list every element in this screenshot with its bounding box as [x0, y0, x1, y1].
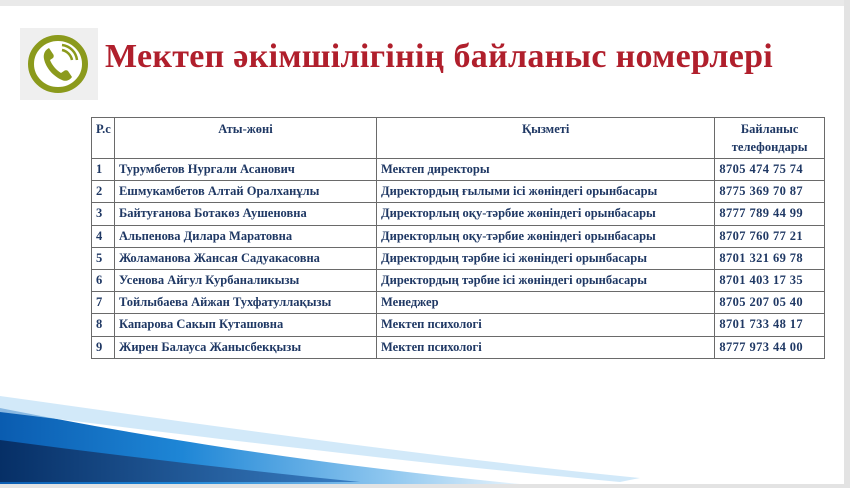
table-row — [92, 292, 825, 314]
header-phone-line1: Байланыс — [740, 122, 799, 136]
row-name: Турумбетов Нургали Асанович — [114, 159, 376, 181]
row-num: 3 — [92, 203, 115, 225]
row-name: Альпенова Дилара Маратовна — [114, 225, 376, 247]
row-position: Директорлың оқу-тәрбие жөніндегі орынбасары — [377, 203, 715, 225]
table-row — [92, 203, 825, 225]
table-row — [92, 314, 825, 336]
row-phone: 8701 403 17 35 — [715, 269, 825, 291]
row-position: Директордың тәрбие ісі жөніндегі орынбасары — [377, 247, 715, 269]
row-position: Директорлың оқу-тәрбие жөніндегі орынбасары — [377, 225, 715, 247]
table-header-row — [92, 118, 825, 159]
table-row — [92, 225, 825, 247]
table-row — [92, 269, 825, 291]
header-position: Қызметі — [377, 118, 715, 159]
row-phone: 8701 321 69 78 — [715, 247, 825, 269]
row-phone: 8705 474 75 74 — [715, 159, 825, 181]
decorative-swoosh — [0, 378, 850, 488]
table-row — [92, 247, 825, 269]
row-position: Мектеп психологі — [377, 314, 715, 336]
header-num: Р.с — [92, 118, 115, 159]
row-position: Мектеп психологі — [377, 336, 715, 358]
row-num: 1 — [92, 159, 115, 181]
row-phone: 8707 760 77 21 — [715, 225, 825, 247]
table-row — [92, 181, 825, 203]
row-name: Жирен Балауса Жанысбекқызы — [114, 336, 376, 358]
row-phone: 8705 207 05 40 — [715, 292, 825, 314]
row-num: 4 — [92, 225, 115, 247]
phone-icon — [25, 32, 91, 96]
row-phone: 8777 973 44 00 — [715, 336, 825, 358]
row-num: 2 — [92, 181, 115, 203]
row-name: Тойлыбаева Айжан Тухфатуллақызы — [114, 292, 376, 314]
row-num: 8 — [92, 314, 115, 336]
row-position: Менеджер — [377, 292, 715, 314]
row-name: Капарова Сакып Куташовна — [114, 314, 376, 336]
top-border — [0, 0, 850, 6]
row-name: Усенова Айгул Курбаналикызы — [114, 269, 376, 291]
page-title: Мектеп әкімшілігінің байланыс номерлері — [105, 38, 774, 75]
row-num: 9 — [92, 336, 115, 358]
row-num: 6 — [92, 269, 115, 291]
row-phone: 8777 789 44 99 — [715, 203, 825, 225]
row-position: Директордың тәрбие ісі жөніндегі орынбасары — [377, 269, 715, 291]
logo-box — [20, 28, 98, 100]
row-name: Ешмукамбетов Алтай Оралханұлы — [114, 181, 376, 203]
header-name: Аты-жөні — [114, 118, 376, 159]
row-phone: 8775 369 70 87 — [715, 181, 825, 203]
contacts-table — [91, 117, 825, 359]
row-position: Мектеп директоры — [377, 159, 715, 181]
row-position: Директордың ғылыми ісі жөніндегі орынбасары — [377, 181, 715, 203]
row-phone: 8701 733 48 17 — [715, 314, 825, 336]
header-phone-line2: телефондары — [731, 140, 808, 154]
header-phone — [715, 118, 825, 159]
row-num: 5 — [92, 247, 115, 269]
row-name: Жоламанова Жансая Садуакасовна — [114, 247, 376, 269]
row-num: 7 — [92, 292, 115, 314]
row-name: Байтуғанова Ботакөз Аушеновна — [114, 203, 376, 225]
table-row — [92, 159, 825, 181]
table-row — [92, 336, 825, 358]
